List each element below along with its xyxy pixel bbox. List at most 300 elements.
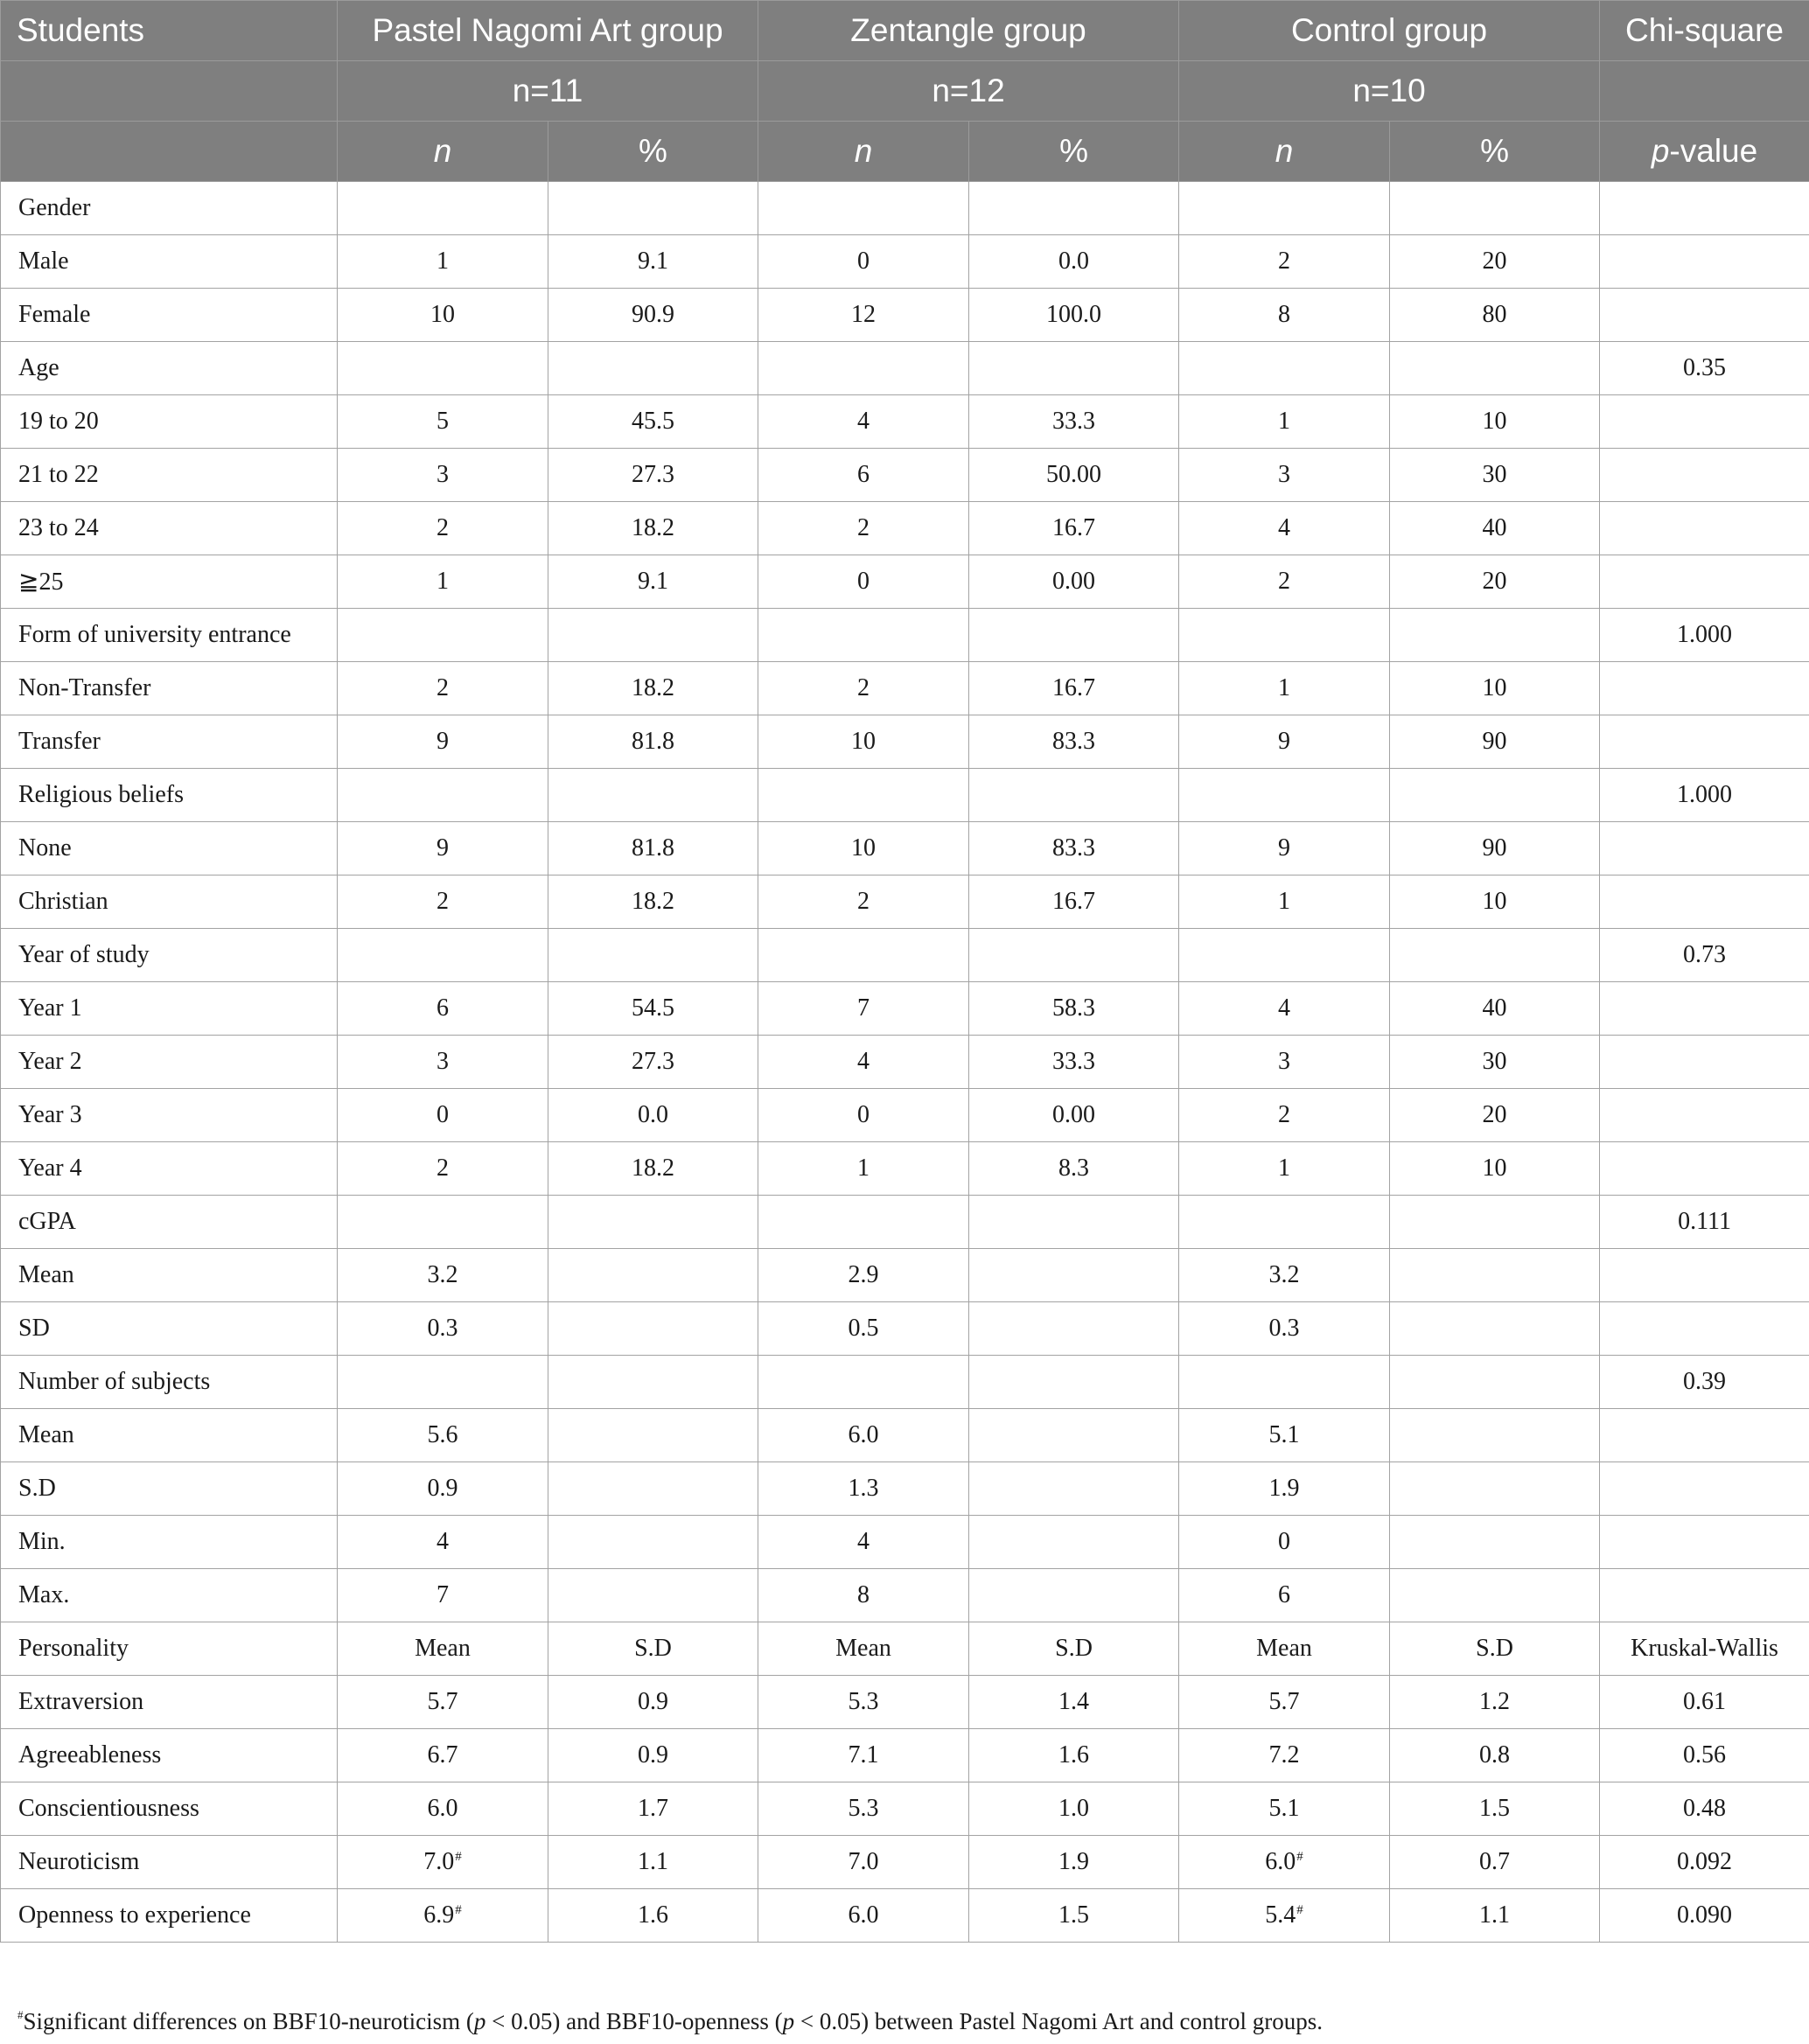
table-row: [1, 1036, 1809, 1089]
cell-control-pct: 1.2: [1390, 1676, 1600, 1729]
cell-zentangle-pct: 1.5: [969, 1889, 1179, 1943]
table-row: [1, 1302, 1809, 1356]
cell-pastel-pct: 1.6: [548, 1889, 758, 1943]
cell-zentangle-n: 2: [758, 662, 969, 715]
cell-control-n: 7.2: [1179, 1729, 1390, 1782]
cell-zentangle-n: 6.0: [758, 1889, 969, 1943]
cell-pastel-n: 6: [338, 982, 548, 1036]
cell-pastel-pct: [548, 1462, 758, 1516]
cell-row-label: S.D: [1, 1462, 338, 1516]
cell-zentangle-pct: 16.7: [969, 662, 1179, 715]
cell-zentangle-n: 6.0: [758, 1409, 969, 1462]
cell-zentangle-pct: [969, 1569, 1179, 1622]
cell-pastel-n: 9: [338, 822, 548, 876]
cell-zentangle-pct: 50.00: [969, 449, 1179, 502]
table-footnote: [17, 2008, 1323, 2035]
table-row: [1, 235, 1809, 289]
cell-pastel-n: [338, 182, 548, 235]
cell-pastel-n: 5: [338, 395, 548, 449]
cell-control-n: [1179, 342, 1390, 395]
cell-pastel-n: Mean: [338, 1622, 548, 1676]
cell-control-n: 1: [1179, 395, 1390, 449]
table-row: [1, 1676, 1809, 1729]
cell-pastel-n: [338, 1196, 548, 1249]
p-value-suffix: -value: [1669, 133, 1758, 169]
cell-p-value: [1600, 182, 1809, 235]
cell-pastel-n: [338, 1356, 548, 1409]
cell-pastel-pct: 0.9: [548, 1729, 758, 1782]
cell-pastel-n: 1: [338, 555, 548, 609]
cell-pastel-n: 3: [338, 1036, 548, 1089]
table-row: [1, 289, 1809, 342]
cell-control-pct: 40: [1390, 502, 1600, 555]
cell-pastel-n: 5.7: [338, 1676, 548, 1729]
cell-zentangle-pct: 83.3: [969, 715, 1179, 769]
cell-zentangle-pct: [969, 1516, 1179, 1569]
cell-control-pct: 0.7: [1390, 1836, 1600, 1889]
footnote-text-3: < 0.05) between Pastel Nagomi Art and control groups.: [794, 2008, 1323, 2034]
cell-row-label: Year 2: [1, 1036, 338, 1089]
cell-control-n: Mean: [1179, 1622, 1390, 1676]
cell-zentangle-pct: [969, 609, 1179, 662]
cell-zentangle-n: [758, 182, 969, 235]
cell-zentangle-n: 7.1: [758, 1729, 969, 1782]
cell-pastel-n: [338, 929, 548, 982]
cell-pastel-pct: 90.9: [548, 289, 758, 342]
cell-pastel-pct: [548, 342, 758, 395]
table-row: [1, 609, 1809, 662]
cell-zentangle-pct: 1.4: [969, 1676, 1179, 1729]
cell-zentangle-n: [758, 609, 969, 662]
cell-pastel-pct: 9.1: [548, 555, 758, 609]
header-empty-cell: [1, 122, 338, 182]
cell-pastel-n: 6.7: [338, 1729, 548, 1782]
cell-p-value: 0.56: [1600, 1729, 1809, 1782]
cell-row-label: 23 to 24: [1, 502, 338, 555]
header-row-groups: [1, 1, 1809, 61]
cell-p-value: [1600, 1569, 1809, 1622]
cell-pastel-pct: 18.2: [548, 1142, 758, 1196]
cell-pastel-pct: 1.1: [548, 1836, 758, 1889]
cell-zentangle-n: 2: [758, 876, 969, 929]
cell-pastel-n: 0: [338, 1089, 548, 1142]
cell-p-value: Kruskal-Wallis: [1600, 1622, 1809, 1676]
significance-marker: #: [1296, 1903, 1303, 1917]
subheader-n: n: [758, 122, 969, 182]
cell-control-pct: 30: [1390, 1036, 1600, 1089]
cell-zentangle-n: Mean: [758, 1622, 969, 1676]
cell-p-value: [1600, 662, 1809, 715]
cell-zentangle-n: 10: [758, 715, 969, 769]
cell-control-n: 2: [1179, 1089, 1390, 1142]
cell-control-n: 3: [1179, 449, 1390, 502]
subheader-p-value: [1600, 122, 1809, 182]
cell-row-label: Year of study: [1, 929, 338, 982]
cell-zentangle-pct: [969, 1196, 1179, 1249]
cell-p-value: 0.35: [1600, 342, 1809, 395]
footnote-p-2: p: [782, 2008, 795, 2034]
cell-p-value: 0.090: [1600, 1889, 1809, 1943]
cell-zentangle-pct: 0.00: [969, 555, 1179, 609]
cell-control-n: [1179, 769, 1390, 822]
cell-control-n: 0.3: [1179, 1302, 1390, 1356]
cell-control-pct: [1390, 1462, 1600, 1516]
table-row: [1, 715, 1809, 769]
cell-row-label: Year 4: [1, 1142, 338, 1196]
cell-zentangle-n: 1.3: [758, 1462, 969, 1516]
cell-p-value: [1600, 289, 1809, 342]
cell-pastel-n: 1: [338, 235, 548, 289]
cell-p-value: [1600, 822, 1809, 876]
cell-zentangle-pct: S.D: [969, 1622, 1179, 1676]
cell-control-n: 6: [1179, 1569, 1390, 1622]
table-row: [1, 929, 1809, 982]
cell-control-pct: [1390, 929, 1600, 982]
cell-zentangle-n: [758, 1196, 969, 1249]
cell-control-n: 1.9: [1179, 1462, 1390, 1516]
cell-p-value: 1.000: [1600, 609, 1809, 662]
table-row: [1, 1622, 1809, 1676]
cell-p-value: [1600, 449, 1809, 502]
cell-p-value: [1600, 502, 1809, 555]
cell-control-n: 1: [1179, 662, 1390, 715]
cell-pastel-n: 10: [338, 289, 548, 342]
table-row: [1, 1356, 1809, 1409]
cell-row-label: Male: [1, 235, 338, 289]
cell-control-pct: 40: [1390, 982, 1600, 1036]
p-italic: p: [1651, 133, 1670, 169]
cell-zentangle-pct: 8.3: [969, 1142, 1179, 1196]
cell-zentangle-n: 6: [758, 449, 969, 502]
cell-zentangle-n: 2.9: [758, 1249, 969, 1302]
header-group-pastel: Pastel Nagomi Art group: [338, 1, 758, 61]
cell-pastel-n: [338, 609, 548, 662]
cell-pastel-pct: 27.3: [548, 449, 758, 502]
cell-zentangle-pct: [969, 1249, 1179, 1302]
cell-control-n: 5.4#: [1179, 1889, 1390, 1943]
cell-control-n: 4: [1179, 502, 1390, 555]
cell-control-n: 3.2: [1179, 1249, 1390, 1302]
table-row: [1, 395, 1809, 449]
cell-pastel-pct: 18.2: [548, 502, 758, 555]
cell-pastel-pct: [548, 1196, 758, 1249]
table-row: [1, 449, 1809, 502]
table-row: [1, 502, 1809, 555]
cell-control-n: 5.1: [1179, 1409, 1390, 1462]
cell-zentangle-n: 7: [758, 982, 969, 1036]
cell-zentangle-n: 4: [758, 1516, 969, 1569]
table-row: [1, 342, 1809, 395]
cell-row-label: Agreeableness: [1, 1729, 338, 1782]
footnote-text-2: < 0.05) and BBF10-openness (: [485, 2008, 783, 2034]
header-chi-square: Chi-square: [1600, 1, 1809, 61]
cell-pastel-pct: 9.1: [548, 235, 758, 289]
header-empty-cell: [1600, 61, 1809, 122]
cell-p-value: [1600, 1516, 1809, 1569]
header-n-pastel: n=11: [338, 61, 758, 122]
cell-row-label: Personality: [1, 1622, 338, 1676]
cell-p-value: 0.61: [1600, 1676, 1809, 1729]
cell-control-n: [1179, 182, 1390, 235]
header-group-control: Control group: [1179, 1, 1600, 61]
table-row: [1, 1409, 1809, 1462]
cell-control-n: [1179, 1196, 1390, 1249]
cell-zentangle-pct: 33.3: [969, 395, 1179, 449]
cell-row-label: Extraversion: [1, 1676, 338, 1729]
table-row: [1, 1729, 1809, 1782]
cell-p-value: [1600, 1302, 1809, 1356]
cell-p-value: [1600, 715, 1809, 769]
cell-pastel-n: 3.2: [338, 1249, 548, 1302]
table-row: [1, 876, 1809, 929]
cell-p-value: 1.000: [1600, 769, 1809, 822]
cell-control-pct: [1390, 1302, 1600, 1356]
cell-pastel-n: 2: [338, 876, 548, 929]
cell-control-pct: 20: [1390, 1089, 1600, 1142]
cell-pastel-pct: 0.9: [548, 1676, 758, 1729]
cell-control-pct: 1.5: [1390, 1782, 1600, 1836]
significance-marker: #: [455, 1903, 462, 1917]
cell-row-label: Neuroticism: [1, 1836, 338, 1889]
cell-pastel-pct: [548, 609, 758, 662]
cell-control-pct: 20: [1390, 235, 1600, 289]
table-row: [1, 1569, 1809, 1622]
cell-p-value: [1600, 1089, 1809, 1142]
cell-zentangle-pct: [969, 182, 1179, 235]
cell-zentangle-pct: [969, 929, 1179, 982]
table-row: [1, 1782, 1809, 1836]
cell-zentangle-n: 10: [758, 822, 969, 876]
cell-control-pct: 90: [1390, 822, 1600, 876]
cell-control-n: 2: [1179, 555, 1390, 609]
cell-zentangle-pct: [969, 1409, 1179, 1462]
cell-zentangle-pct: 100.0: [969, 289, 1179, 342]
subheader-n: n: [1179, 122, 1390, 182]
cell-control-pct: [1390, 342, 1600, 395]
cell-zentangle-n: 0: [758, 1089, 969, 1142]
cell-pastel-pct: 18.2: [548, 876, 758, 929]
cell-pastel-pct: [548, 769, 758, 822]
cell-pastel-n: 2: [338, 502, 548, 555]
cell-control-n: 6.0#: [1179, 1836, 1390, 1889]
cell-row-label: Openness to experience: [1, 1889, 338, 1943]
cell-row-label: 19 to 20: [1, 395, 338, 449]
table-row: [1, 769, 1809, 822]
footnote-p-1: p: [473, 2008, 486, 2034]
cell-control-n: [1179, 609, 1390, 662]
cell-pastel-pct: [548, 1356, 758, 1409]
cell-row-label: Number of subjects: [1, 1356, 338, 1409]
subheader-percent: %: [969, 122, 1179, 182]
cell-control-pct: 90: [1390, 715, 1600, 769]
cell-pastel-pct: 27.3: [548, 1036, 758, 1089]
cell-pastel-n: 6.0: [338, 1782, 548, 1836]
cell-p-value: 0.39: [1600, 1356, 1809, 1409]
cell-zentangle-n: 7.0: [758, 1836, 969, 1889]
cell-zentangle-pct: 16.7: [969, 502, 1179, 555]
cell-zentangle-n: 4: [758, 395, 969, 449]
cell-control-n: 9: [1179, 715, 1390, 769]
cell-row-label: Year 3: [1, 1089, 338, 1142]
cell-control-n: 5.1: [1179, 1782, 1390, 1836]
header-group-zentangle: Zentangle group: [758, 1, 1179, 61]
footnote-marker: #: [17, 2008, 24, 2021]
cell-pastel-n: 9: [338, 715, 548, 769]
cell-zentangle-pct: 33.3: [969, 1036, 1179, 1089]
cell-zentangle-n: 2: [758, 502, 969, 555]
cell-control-pct: [1390, 769, 1600, 822]
cell-pastel-n: 0.9: [338, 1462, 548, 1516]
header-empty-cell: [1, 61, 338, 122]
cell-control-n: 0: [1179, 1516, 1390, 1569]
cell-pastel-pct: [548, 1249, 758, 1302]
cell-control-pct: [1390, 609, 1600, 662]
cell-pastel-n: [338, 342, 548, 395]
cell-control-pct: 30: [1390, 449, 1600, 502]
cell-pastel-pct: 18.2: [548, 662, 758, 715]
cell-pastel-n: 5.6: [338, 1409, 548, 1462]
cell-control-pct: 10: [1390, 662, 1600, 715]
cell-zentangle-pct: 83.3: [969, 822, 1179, 876]
cell-control-pct: [1390, 182, 1600, 235]
table-row: [1, 1142, 1809, 1196]
cell-zentangle-pct: [969, 1302, 1179, 1356]
cell-row-label: Conscientiousness: [1, 1782, 338, 1836]
cell-row-label: Non-Transfer: [1, 662, 338, 715]
cell-row-label: Female: [1, 289, 338, 342]
cell-control-pct: 20: [1390, 555, 1600, 609]
cell-row-label: cGPA: [1, 1196, 338, 1249]
cell-zentangle-n: [758, 769, 969, 822]
cell-zentangle-n: [758, 1356, 969, 1409]
cell-row-label: Christian: [1, 876, 338, 929]
cell-control-pct: [1390, 1356, 1600, 1409]
cell-control-n: 1: [1179, 1142, 1390, 1196]
cell-row-label: Gender: [1, 182, 338, 235]
cell-zentangle-n: 0.5: [758, 1302, 969, 1356]
cell-p-value: 0.73: [1600, 929, 1809, 982]
cell-zentangle-pct: 58.3: [969, 982, 1179, 1036]
cell-p-value: [1600, 395, 1809, 449]
table-row: [1, 982, 1809, 1036]
cell-row-label: Mean: [1, 1409, 338, 1462]
cell-row-label: Year 1: [1, 982, 338, 1036]
cell-control-pct: 0.8: [1390, 1729, 1600, 1782]
cell-p-value: 0.48: [1600, 1782, 1809, 1836]
cell-control-pct: 1.1: [1390, 1889, 1600, 1943]
footnote-text-1: Significant differences on BBF10-neuroticism (: [23, 2008, 474, 2034]
cell-row-label: None: [1, 822, 338, 876]
cell-pastel-pct: [548, 182, 758, 235]
cell-p-value: [1600, 982, 1809, 1036]
table-body: [1, 182, 1809, 1943]
header-row-subcolumns: [1, 122, 1809, 182]
header-row-sizes: [1, 61, 1809, 122]
cell-control-n: [1179, 1356, 1390, 1409]
table-row: [1, 1089, 1809, 1142]
cell-pastel-n: 0.3: [338, 1302, 548, 1356]
cell-control-pct: [1390, 1409, 1600, 1462]
cell-p-value: 0.092: [1600, 1836, 1809, 1889]
cell-pastel-pct: [548, 929, 758, 982]
significance-marker: #: [455, 1850, 462, 1864]
cell-control-pct: [1390, 1569, 1600, 1622]
cell-pastel-n: 7: [338, 1569, 548, 1622]
cell-pastel-pct: 54.5: [548, 982, 758, 1036]
cell-p-value: [1600, 1462, 1809, 1516]
cell-control-pct: [1390, 1249, 1600, 1302]
cell-row-label: Religious beliefs: [1, 769, 338, 822]
header-n-zentangle: n=12: [758, 61, 1179, 122]
cell-control-n: 4: [1179, 982, 1390, 1036]
table-row: [1, 1196, 1809, 1249]
cell-zentangle-n: 0: [758, 555, 969, 609]
cell-row-label: Age: [1, 342, 338, 395]
cell-zentangle-pct: 1.6: [969, 1729, 1179, 1782]
cell-pastel-pct: [548, 1409, 758, 1462]
table-row: [1, 1249, 1809, 1302]
cell-control-n: 5.7: [1179, 1676, 1390, 1729]
table-row: [1, 182, 1809, 235]
cell-control-n: 8: [1179, 289, 1390, 342]
cell-pastel-pct: S.D: [548, 1622, 758, 1676]
cell-p-value: [1600, 1409, 1809, 1462]
cell-control-n: 9: [1179, 822, 1390, 876]
cell-control-n: 1: [1179, 876, 1390, 929]
cell-pastel-n: 6.9#: [338, 1889, 548, 1943]
cell-p-value: [1600, 1249, 1809, 1302]
cell-row-label: 21 to 22: [1, 449, 338, 502]
cell-pastel-n: 2: [338, 662, 548, 715]
cell-control-n: 2: [1179, 235, 1390, 289]
cell-pastel-pct: 81.8: [548, 715, 758, 769]
cell-zentangle-n: [758, 929, 969, 982]
cell-control-pct: [1390, 1196, 1600, 1249]
cell-pastel-pct: [548, 1302, 758, 1356]
cell-pastel-pct: [548, 1516, 758, 1569]
significance-marker: #: [1296, 1850, 1303, 1864]
table-header: [1, 1, 1809, 182]
table-row: [1, 1889, 1809, 1943]
cell-zentangle-pct: [969, 1356, 1179, 1409]
cell-control-pct: [1390, 1516, 1600, 1569]
cell-row-label: Min.: [1, 1516, 338, 1569]
cell-control-pct: 10: [1390, 876, 1600, 929]
cell-control-pct: 80: [1390, 289, 1600, 342]
cell-pastel-pct: 81.8: [548, 822, 758, 876]
cell-pastel-n: 3: [338, 449, 548, 502]
cell-p-value: [1600, 1142, 1809, 1196]
cell-zentangle-pct: [969, 769, 1179, 822]
cell-row-label: Form of university entrance: [1, 609, 338, 662]
cell-p-value: [1600, 876, 1809, 929]
cell-pastel-pct: 1.7: [548, 1782, 758, 1836]
cell-zentangle-n: 5.3: [758, 1782, 969, 1836]
cell-row-label: SD: [1, 1302, 338, 1356]
cell-zentangle-pct: 0.00: [969, 1089, 1179, 1142]
cell-pastel-pct: [548, 1569, 758, 1622]
cell-control-n: [1179, 929, 1390, 982]
table-row: [1, 555, 1809, 609]
table-row: [1, 1516, 1809, 1569]
cell-pastel-n: [338, 769, 548, 822]
cell-zentangle-pct: [969, 342, 1179, 395]
cell-zentangle-pct: 16.7: [969, 876, 1179, 929]
cell-row-label: ≧25: [1, 555, 338, 609]
cell-zentangle-n: 12: [758, 289, 969, 342]
cell-zentangle-pct: 1.9: [969, 1836, 1179, 1889]
cell-zentangle-pct: 0.0: [969, 235, 1179, 289]
